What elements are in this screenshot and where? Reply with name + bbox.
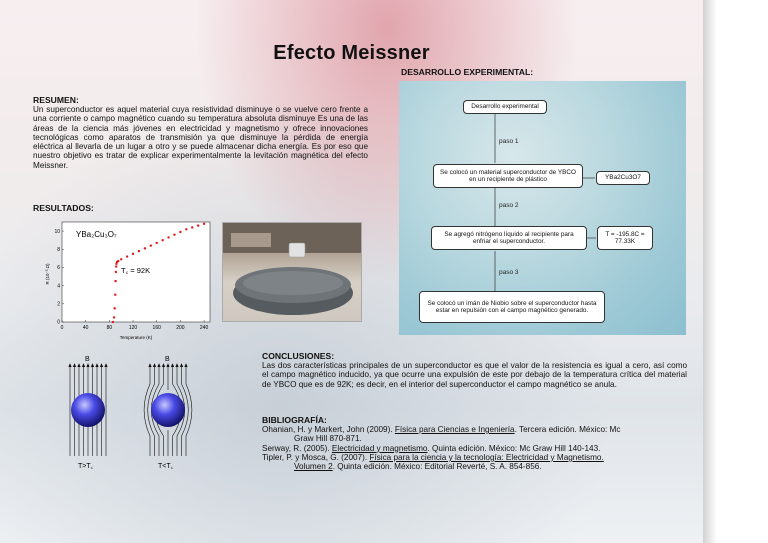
field-arrow: [149, 364, 152, 367]
sphere-superconducting-icon: [151, 393, 185, 427]
flowchart: [399, 81, 686, 335]
bibliografia-heading: BIBLIOGRAFÍA:: [262, 415, 327, 425]
resumen-section: [33, 95, 368, 170]
levitation-illustration: [223, 223, 362, 322]
tc-label: T꜀ = 92K: [121, 266, 151, 275]
field-arrow: [87, 364, 90, 367]
step-1-box: Se colocó un material superconductor de YBCO en un recipiente de plástico: [433, 164, 583, 188]
field-arrow: [91, 364, 94, 367]
caption-normal: T>T꜀: [78, 463, 94, 470]
material-label: YBa₂Cu₃O₇: [76, 230, 117, 239]
x-tick-label: 80: [106, 325, 113, 331]
flow-start-box: Desarrollo experimental: [463, 100, 547, 114]
reference-2: Serway, R. (2005). Electricidad y magnetismo. Quinta edición. México: Mc Graw Hill 140-143.: [262, 443, 601, 453]
data-point: [185, 228, 187, 230]
page-title: Efecto Meissner: [273, 42, 430, 64]
resistance-chart-svg: [44, 219, 214, 341]
x-tick-label: 40: [82, 325, 89, 331]
data-point: [114, 280, 116, 282]
x-tick-label: 160: [152, 325, 161, 331]
data-point: [113, 307, 115, 309]
field-arrow: [73, 364, 76, 367]
x-tick-label: 240: [199, 325, 209, 331]
field-arrow: [180, 364, 183, 367]
data-point: [138, 250, 140, 252]
data-point: [112, 321, 114, 323]
field-line: [144, 364, 150, 456]
field-arrow: [96, 364, 99, 367]
data-point: [117, 260, 119, 262]
sphere-normal-icon: [71, 393, 105, 427]
data-point: [114, 294, 116, 296]
x-tick-label: 0: [60, 325, 64, 331]
data-point: [179, 231, 181, 233]
field-line: [186, 364, 192, 456]
y-tick-label: 0: [57, 319, 60, 326]
paso-3-label: paso 3: [499, 269, 519, 276]
data-point: [126, 255, 128, 257]
resumen-heading: RESUMEN:: [33, 95, 79, 105]
magnet-cube: [289, 243, 305, 257]
b-label-right: B: [165, 356, 170, 363]
field-arrow: [78, 364, 81, 367]
reference-3: Tipler, P. y Mosca, G. (2007). Física para la ciencia y la tecnología: Electricidad y Magnetismo. Volumen 2. Quinta edición. México: Editorial Reverté, S. A. 854-856.: [262, 452, 604, 472]
data-point: [132, 253, 134, 255]
data-point: [173, 234, 175, 236]
y-tick-label: 6: [57, 265, 60, 272]
data-point: [150, 244, 152, 246]
field-arrow: [105, 364, 108, 367]
data-point: [156, 242, 158, 244]
conclusiones-section: [262, 351, 687, 389]
field-arrow: [176, 364, 179, 367]
data-point: [113, 316, 115, 318]
y-tick-label: 10: [54, 228, 60, 235]
page-edge-shadow: [703, 0, 768, 543]
levitation-photo: [222, 222, 362, 322]
step-3-box: Se colocó un imán de Niobio sobre el superconductor hasta estar en repulsión con el campo magnético generado.: [419, 291, 605, 323]
desarrollo-heading: DESARROLLO EXPERIMENTAL:: [401, 67, 534, 77]
resumen-text: Un superconductor es aquel material cuya resistividad disminuye o se vuelve cero frente a una corriente o campo magnético cuando su temperatura absoluta disminuye Es una de las áreas de la ciencia más jóvenes en electricidad y magnetismo y ofrece innovaciones tecnológicas como aparatos de transmisión ya que disminuye la pérdida de energía eléctrica al llevarla de un lugar a otro y se puede almacenar dicha energía. Es por eso que nuestro objetivo es tratar de explicar experimentalmente la levitación magnética del efecto Meissner.: [33, 105, 368, 170]
x-tick-label: 120: [128, 325, 138, 331]
field-arrow: [171, 364, 174, 367]
field-arrow: [153, 364, 156, 367]
step-1-note: YBa2Cu3O7: [596, 171, 650, 185]
data-point: [191, 226, 193, 228]
x-tick-label: 200: [176, 325, 185, 331]
paso-1-label: paso 1: [499, 138, 519, 145]
field-lines-svg: [58, 352, 218, 477]
y-tick-label: 8: [57, 246, 60, 253]
data-point: [161, 239, 163, 241]
paso-2-label: paso 2: [499, 202, 519, 209]
x-axis-label: Temperature (K): [119, 335, 153, 340]
field-arrow: [167, 364, 170, 367]
field-arrow: [185, 364, 188, 367]
data-point: [144, 247, 146, 249]
y-axis-label: R (10⁻³ Ω): [45, 263, 50, 285]
data-point: [203, 223, 205, 225]
field-arrow: [82, 364, 85, 367]
conclusiones-text: Las dos características principales de un superconductor es que el valor de la resistencia es igual a cero, así como el campo magnético inducido, ya que ocurre una expulsión de este por debajo de la temperatura crítica del material de YBCO que es de 92K; es decir, en el interior del superconductor el campo magnético se anula.: [262, 361, 687, 389]
data-point: [115, 265, 117, 267]
y-tick-label: 4: [57, 283, 60, 290]
y-tick-label: 2: [57, 301, 60, 308]
b-label-left: B: [85, 356, 90, 363]
field-arrow: [162, 364, 165, 367]
data-point: [115, 271, 117, 273]
resultados-heading: RESULTADOS:: [33, 203, 94, 213]
field-arrow: [100, 364, 103, 367]
reference-1: Ohanian, H. y Markert, John (2009). Física para Ciencias e Ingeniería. Tercera edición. México: Mc Graw Hill 870-871.: [262, 425, 621, 444]
data-point: [197, 224, 199, 226]
data-point: [167, 236, 169, 238]
bibliografia-section: [262, 415, 687, 471]
field-arrow: [69, 364, 72, 367]
resistance-graph: [44, 219, 214, 341]
caption-superconducting: T<T꜀: [158, 463, 174, 470]
meissner-field-diagrams: [58, 352, 218, 477]
step-2-note: T = -195.8C = 77.33K: [597, 226, 653, 250]
field-arrow: [158, 364, 161, 367]
data-point: [120, 258, 122, 260]
conclusiones-heading: CONCLUSIONES:: [262, 351, 335, 361]
step-2-box: Se agregó nitrógeno líquido al recipiente para enfriar el superconductor.: [431, 226, 587, 250]
